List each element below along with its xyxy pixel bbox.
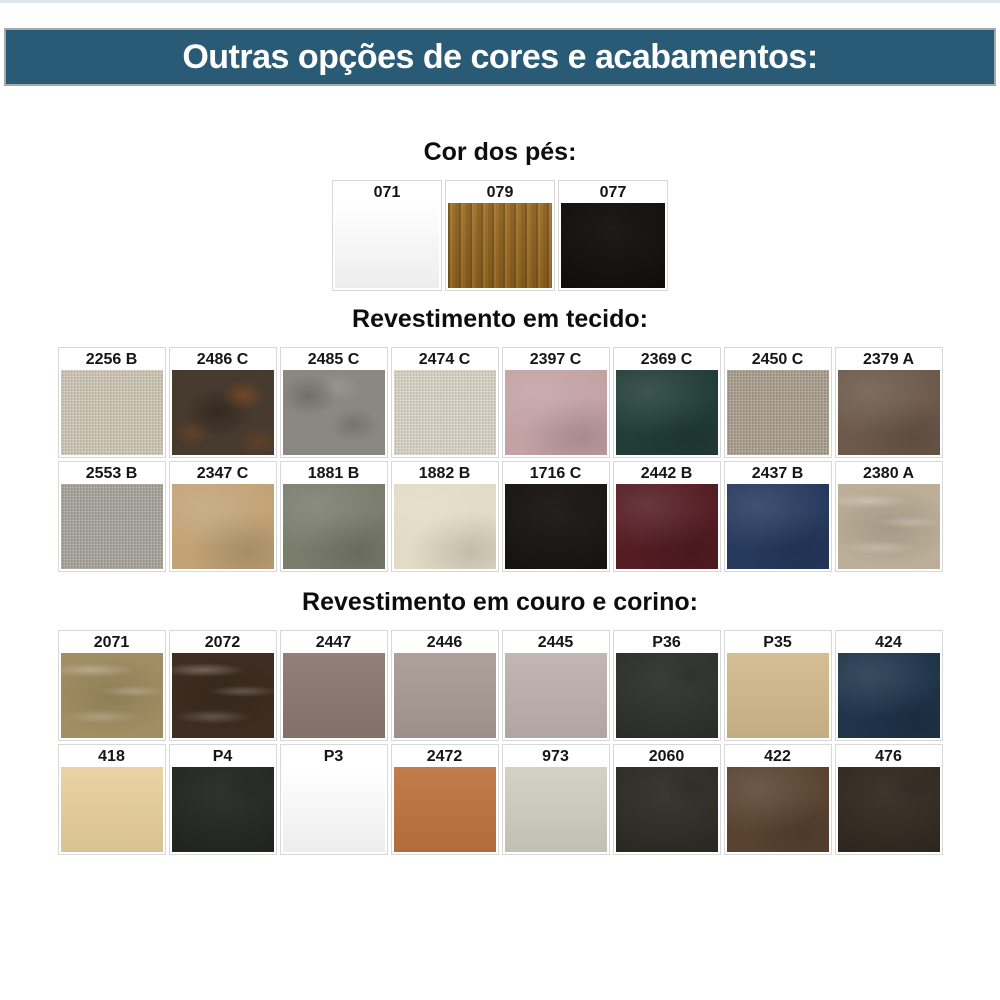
swatch-color-sample — [283, 767, 385, 852]
swatch-code-label: 2450 C — [751, 351, 804, 368]
swatch-cell — [169, 630, 277, 741]
swatch-cell — [280, 744, 388, 855]
swatch-color-sample — [172, 767, 274, 852]
swatch-color-sample — [727, 653, 829, 738]
swatch-code-label: 424 — [875, 634, 902, 651]
swatch-cell — [835, 461, 943, 572]
swatch-code-label: 2485 C — [307, 351, 360, 368]
swatch-code-label: 1882 B — [418, 465, 471, 482]
swatch-cell — [613, 744, 721, 855]
swatch-color-sample — [61, 370, 163, 455]
swatch-cell — [613, 461, 721, 572]
swatch-code-label: 2256 B — [85, 351, 138, 368]
swatch-code-label: 2397 C — [529, 351, 582, 368]
swatch-code-label: 2486 C — [196, 351, 249, 368]
swatch-code-label: 476 — [875, 748, 902, 765]
swatch-cell — [835, 630, 943, 741]
swatch-code-label: P35 — [763, 634, 792, 651]
swatch-code-label: 2472 — [426, 748, 463, 765]
swatch-code-label: 1716 C — [529, 465, 582, 482]
swatch-cell — [332, 180, 442, 291]
swatch-cell — [724, 630, 832, 741]
swatch-code-label: 2379 A — [863, 351, 914, 368]
swatch-color-sample — [394, 484, 496, 569]
swatch-color-sample — [505, 653, 607, 738]
swatch-color-sample — [561, 203, 665, 288]
swatch-cell — [58, 461, 166, 572]
swatch-cell — [280, 461, 388, 572]
section-heading-feet-color: Cor dos pés: — [423, 138, 577, 166]
swatch-cell — [502, 461, 610, 572]
swatch-color-sample — [838, 767, 940, 852]
swatch-code-label: P36 — [652, 634, 681, 651]
swatch-code-label: 2447 — [315, 634, 352, 651]
swatch-color-sample — [394, 370, 496, 455]
swatch-cell — [169, 744, 277, 855]
swatch-color-sample — [727, 370, 829, 455]
swatch-code-label: 077 — [599, 184, 627, 201]
swatch-cell — [445, 180, 555, 291]
swatch-code-label: 2446 — [426, 634, 463, 651]
swatch-code-label: 418 — [98, 748, 125, 765]
swatch-cell — [835, 347, 943, 458]
swatch-code-label: 2060 — [648, 748, 685, 765]
swatch-code-label: 079 — [486, 184, 514, 201]
swatch-color-sample — [838, 484, 940, 569]
title-banner — [4, 28, 996, 86]
top-edge-strip — [0, 0, 1000, 3]
swatch-code-label: P3 — [323, 748, 344, 765]
swatch-cell — [391, 347, 499, 458]
swatch-color-sample — [727, 484, 829, 569]
swatch-cell — [280, 347, 388, 458]
swatch-cell — [558, 180, 668, 291]
swatch-color-sample — [283, 370, 385, 455]
swatch-color-sample — [448, 203, 552, 288]
swatch-cell — [169, 461, 277, 572]
swatch-color-sample — [172, 370, 274, 455]
swatch-code-label: 2445 — [537, 634, 574, 651]
swatch-code-label: 2437 B — [751, 465, 804, 482]
swatch-color-sample — [172, 484, 274, 569]
swatch-cell — [724, 461, 832, 572]
swatch-color-sample — [838, 370, 940, 455]
swatch-code-label: P4 — [212, 748, 233, 765]
swatch-code-label: 2380 A — [863, 465, 914, 482]
swatch-color-sample — [283, 484, 385, 569]
swatch-cell — [391, 461, 499, 572]
swatch-code-label: 2071 — [93, 634, 130, 651]
swatch-cell — [58, 744, 166, 855]
swatch-code-label: 1881 B — [307, 465, 360, 482]
swatch-cell — [502, 347, 610, 458]
page-title: Outras opções de cores e acabamentos: — [182, 37, 818, 76]
swatch-color-sample — [505, 484, 607, 569]
swatch-code-label: 2553 B — [85, 465, 138, 482]
swatch-color-sample — [505, 370, 607, 455]
section-heading-leather-corino: Revestimento em couro e corino: — [302, 588, 698, 616]
swatch-cell — [58, 347, 166, 458]
swatch-cell — [58, 630, 166, 741]
swatch-color-sample — [838, 653, 940, 738]
swatch-code-label: 2347 C — [196, 465, 249, 482]
swatch-color-sample — [727, 767, 829, 852]
swatch-cell — [613, 347, 721, 458]
swatch-cell — [835, 744, 943, 855]
swatch-cell — [391, 630, 499, 741]
swatch-code-label: 2474 C — [418, 351, 471, 368]
swatch-code-label: 2442 B — [640, 465, 693, 482]
leather-corino-swatch-grid — [0, 630, 1000, 855]
swatch-code-label: 422 — [764, 748, 791, 765]
swatch-code-label: 2072 — [204, 634, 241, 651]
swatch-cell — [169, 347, 277, 458]
swatch-cell — [280, 630, 388, 741]
swatch-color-sample — [61, 484, 163, 569]
swatch-color-sample — [394, 653, 496, 738]
swatch-code-label: 071 — [373, 184, 401, 201]
swatch-code-label: 973 — [542, 748, 569, 765]
swatch-cell — [502, 630, 610, 741]
swatch-color-sample — [394, 767, 496, 852]
swatch-color-sample — [505, 767, 607, 852]
swatch-color-sample — [61, 653, 163, 738]
swatch-color-sample — [172, 653, 274, 738]
swatch-cell — [724, 347, 832, 458]
swatch-color-sample — [335, 203, 439, 288]
swatch-color-sample — [616, 653, 718, 738]
swatch-color-sample — [616, 370, 718, 455]
swatch-color-sample — [61, 767, 163, 852]
feet-color-swatch-grid — [0, 180, 1000, 291]
swatch-color-sample — [616, 767, 718, 852]
swatch-color-sample — [616, 484, 718, 569]
section-heading-fabric: Revestimento em tecido: — [352, 305, 648, 333]
swatch-cell — [502, 744, 610, 855]
swatch-cell — [391, 744, 499, 855]
fabric-swatch-grid — [0, 347, 1000, 572]
swatch-code-label: 2369 C — [640, 351, 693, 368]
swatch-cell — [724, 744, 832, 855]
swatch-color-sample — [283, 653, 385, 738]
swatch-cell — [613, 630, 721, 741]
